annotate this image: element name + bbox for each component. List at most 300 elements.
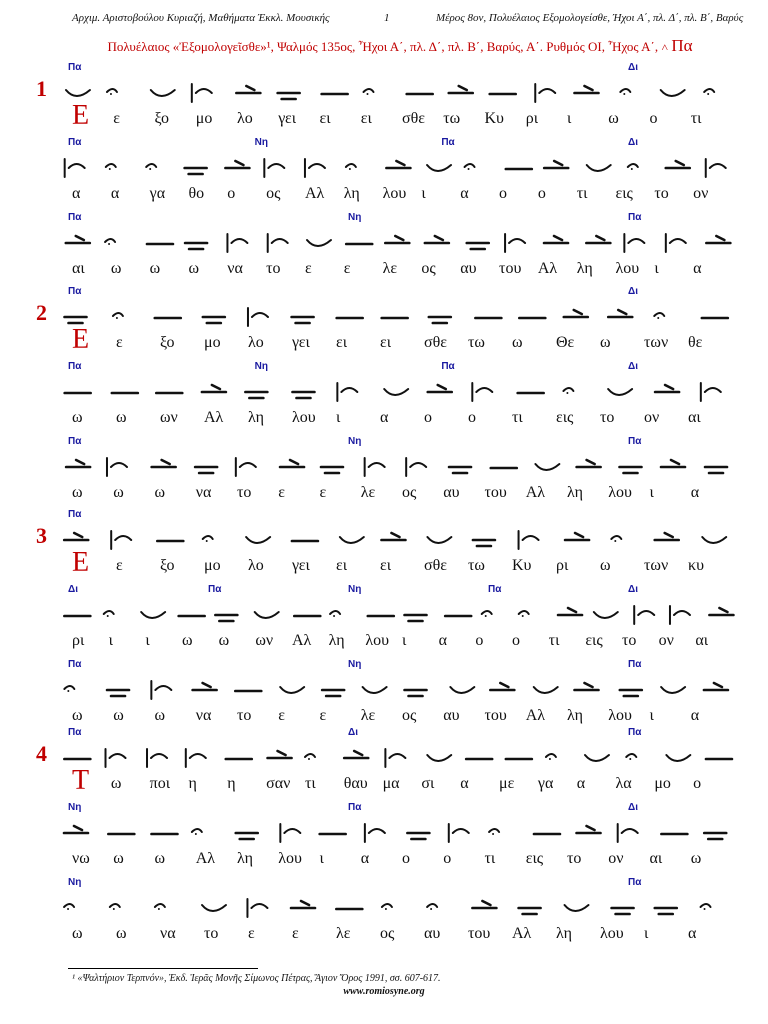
neume-sign bbox=[186, 749, 206, 767]
neume-sign bbox=[146, 164, 156, 169]
neume-sign bbox=[64, 904, 74, 909]
neume-line-graphic bbox=[58, 887, 748, 927]
neume-sign bbox=[307, 240, 331, 246]
neume-line bbox=[58, 669, 748, 709]
neume-sign bbox=[203, 317, 225, 323]
lyric-syllable: τω bbox=[468, 334, 485, 351]
lyric-syllable: ο bbox=[693, 775, 702, 792]
lyric-syllable: αι bbox=[72, 260, 85, 277]
neume-sign bbox=[106, 164, 116, 169]
lyric-syllable: ω bbox=[149, 260, 161, 277]
neume-sign bbox=[382, 904, 392, 909]
lyric-syllable: κυ bbox=[688, 557, 704, 574]
neume-sign bbox=[628, 164, 638, 169]
neume-sign bbox=[505, 234, 525, 252]
lyric-syllable: ω bbox=[218, 632, 230, 649]
neume-sign bbox=[365, 824, 385, 842]
neume-sign bbox=[611, 536, 621, 541]
lyric-syllable: με bbox=[499, 775, 515, 792]
neume-sign bbox=[428, 385, 452, 392]
neume-sign bbox=[473, 540, 495, 546]
header-book-title: Αρχιμ. Αριστοβούλου Κυριαζή, Μαθήματα Έκκλ. Μουσικής bbox=[72, 12, 330, 24]
lyric-syllable: ι bbox=[319, 850, 324, 867]
martyria-sign: Δι bbox=[628, 584, 638, 595]
lyric-syllable: λου bbox=[292, 409, 316, 426]
lyric-syllable: ει bbox=[380, 334, 392, 351]
lyric-syllable: αυ bbox=[424, 925, 441, 942]
neume-sign bbox=[185, 243, 207, 249]
lyric-syllable: λη bbox=[248, 409, 264, 426]
neume-sign bbox=[465, 164, 475, 169]
lyric-syllable: Αλ bbox=[525, 707, 546, 724]
neume-sign bbox=[449, 467, 471, 473]
neume-line-graphic bbox=[58, 371, 748, 411]
neume-sign bbox=[427, 904, 437, 909]
lyric-syllable: τι bbox=[690, 110, 702, 127]
lyric-syllable: λου bbox=[608, 484, 632, 501]
neume-sign bbox=[321, 467, 343, 473]
neume-sign bbox=[236, 86, 260, 93]
neume-sign bbox=[655, 908, 677, 914]
lyric-syllable: ρι bbox=[556, 557, 569, 574]
lyric-syllable: αι bbox=[688, 409, 701, 426]
lyric-syllable: ε bbox=[343, 260, 351, 277]
lyric-syllable: α bbox=[690, 707, 700, 724]
martyria-sign: Πα bbox=[441, 361, 455, 372]
initial-letter: Τ bbox=[72, 765, 90, 796]
neume-sign bbox=[666, 755, 690, 761]
lyric-syllable: το bbox=[622, 632, 637, 649]
neume-sign bbox=[202, 385, 226, 392]
neume-sign bbox=[490, 683, 514, 690]
neume-sign bbox=[141, 612, 165, 618]
lyric-syllable: λου bbox=[600, 925, 624, 942]
lyric-syllable: ει bbox=[336, 334, 348, 351]
lyric-syllable: ι bbox=[649, 707, 654, 724]
martyria-sign: Νη bbox=[68, 877, 82, 888]
lyric-syllable: ε bbox=[116, 557, 123, 574]
neume-sign bbox=[385, 236, 409, 243]
lyric-syllable: ω bbox=[600, 557, 611, 574]
neume-sign bbox=[634, 606, 654, 624]
neume-sign bbox=[608, 310, 632, 317]
neume-sign bbox=[661, 90, 685, 96]
neume-sign bbox=[292, 392, 314, 398]
neume-sign bbox=[406, 458, 426, 476]
footnote: ¹ «Ψαλτήριον Τερπνόν», Έκδ. Ἱερᾶς Μονῆς Σίμωνος Πέτρας, Ἅγιον Ὄρος 1991, σσ. 607-617. bbox=[72, 973, 441, 984]
stanza-number: 2 bbox=[36, 300, 47, 325]
header-section-title: Μέρος 8ον, Πολυέλαιος Εξομολογείσθε, Ήχοι Α΄, πλ. Δ΄, πλ. Β΄, Βαρύς bbox=[436, 12, 744, 24]
martyria-sign: Νη bbox=[254, 137, 268, 148]
lyric-syllable: λη bbox=[556, 925, 572, 942]
neume-sign bbox=[704, 833, 726, 839]
lyric-syllable: λε bbox=[360, 484, 376, 501]
lyric-syllable: ρι bbox=[525, 110, 539, 127]
lyric-syllable: του bbox=[484, 484, 507, 501]
neume-line-graphic bbox=[58, 72, 748, 112]
lyric-syllable: ω bbox=[113, 850, 124, 867]
neume-line-graphic bbox=[58, 737, 748, 777]
neume-sign bbox=[202, 905, 226, 911]
neume-sign bbox=[620, 467, 642, 473]
neume-sign bbox=[305, 754, 315, 759]
neume-sign bbox=[666, 234, 686, 252]
neume-sign bbox=[482, 611, 492, 616]
neume-sign bbox=[449, 86, 473, 93]
neume-sign bbox=[104, 611, 114, 616]
lyric-syllable: α bbox=[690, 484, 700, 501]
lyric-syllable: γει bbox=[278, 110, 297, 127]
neume-sign bbox=[280, 460, 304, 467]
neume-sign bbox=[618, 824, 638, 842]
neume-sign bbox=[534, 687, 558, 693]
neume-sign bbox=[255, 612, 279, 618]
lyric-syllable: να bbox=[160, 925, 176, 942]
lyric-syllable: σι bbox=[421, 775, 435, 792]
lyric-syllable: ω bbox=[72, 925, 83, 942]
lyric-syllable: εις bbox=[556, 409, 574, 426]
neume-sign bbox=[587, 165, 611, 171]
lyric-syllable: ο bbox=[537, 185, 546, 202]
website-link[interactable]: www.romiosyne.org bbox=[343, 986, 425, 997]
lyric-syllable: λη bbox=[237, 850, 253, 867]
neume-sign bbox=[427, 755, 451, 761]
neume-sign bbox=[245, 392, 267, 398]
neume-line bbox=[58, 371, 748, 411]
lyric-syllable: Αλ bbox=[304, 185, 325, 202]
neume-sign bbox=[384, 389, 408, 395]
lyric-syllable: ε bbox=[304, 260, 312, 277]
neume-line-graphic bbox=[58, 594, 748, 634]
lyrics-line bbox=[58, 185, 748, 207]
neume-line bbox=[58, 296, 748, 336]
lyrics-line bbox=[58, 260, 748, 282]
lyric-syllable: ε bbox=[278, 484, 285, 501]
neume-sign bbox=[565, 905, 589, 911]
neume-sign bbox=[107, 690, 129, 696]
lyric-syllable: ος bbox=[402, 707, 417, 724]
lyric-syllable: λε bbox=[336, 925, 351, 942]
lyric-syllable: ω bbox=[110, 775, 122, 792]
neume-sign bbox=[185, 168, 207, 174]
lyric-syllable: τι bbox=[548, 632, 560, 649]
lyric-syllable: να bbox=[227, 260, 243, 277]
lyric-syllable: το bbox=[204, 925, 219, 942]
lyric-syllable: Αλ bbox=[537, 260, 558, 277]
neume-sign bbox=[489, 829, 499, 834]
ison-note: Πα bbox=[671, 36, 693, 55]
martyria-sign: Πα bbox=[68, 286, 82, 297]
neume-sign bbox=[624, 234, 644, 252]
neume-sign bbox=[620, 89, 630, 94]
lyric-syllable: τω bbox=[443, 110, 461, 127]
neume-sign bbox=[546, 754, 556, 759]
lyric-syllable: λη bbox=[328, 632, 345, 649]
neume-sign bbox=[661, 687, 685, 693]
lyric-syllable: αυ bbox=[460, 260, 477, 277]
lyric-syllable: τω bbox=[468, 557, 485, 574]
lyric-syllable: γει bbox=[292, 334, 310, 351]
lyrics-line bbox=[58, 484, 748, 506]
martyria-sign: Πα bbox=[628, 727, 642, 738]
martyria-sign: Πα bbox=[628, 212, 642, 223]
lyric-syllable: ξο bbox=[160, 334, 175, 351]
neume-line-graphic bbox=[58, 147, 748, 187]
neume-sign bbox=[147, 749, 167, 767]
lyric-syllable: α bbox=[693, 260, 702, 277]
header-page-number: 1 bbox=[384, 12, 390, 24]
lyric-syllable: ω bbox=[600, 334, 611, 351]
neume-line bbox=[58, 737, 748, 777]
lyric-syllable: εις bbox=[615, 185, 633, 202]
neume-line-graphic bbox=[58, 446, 748, 486]
neume-sign bbox=[705, 467, 727, 473]
lyric-syllable: ο bbox=[443, 850, 452, 867]
martyria-sign: Δι bbox=[628, 137, 638, 148]
neume-sign bbox=[344, 751, 368, 758]
lyric-syllable: ος bbox=[380, 925, 395, 942]
lyric-syllable: ο bbox=[475, 632, 484, 649]
stanza-number: 4 bbox=[36, 741, 47, 766]
neume-sign bbox=[292, 317, 314, 323]
neume-sign bbox=[655, 385, 679, 392]
neume-sign bbox=[577, 460, 601, 467]
neume-sign bbox=[427, 165, 451, 171]
neume-sign bbox=[363, 687, 387, 693]
neume-sign bbox=[268, 751, 292, 758]
neume-sign bbox=[151, 681, 171, 699]
neume-sign bbox=[192, 84, 212, 102]
lyric-syllable: ων bbox=[160, 409, 178, 426]
lyrics-line bbox=[58, 100, 748, 132]
neume-sign bbox=[322, 690, 344, 696]
lyrics-line bbox=[58, 765, 748, 797]
hymn-title bbox=[40, 36, 760, 56]
neume-sign bbox=[195, 467, 217, 473]
lyric-syllable: το bbox=[237, 707, 252, 724]
martyria-sign: Νη bbox=[254, 361, 268, 372]
neume-sign bbox=[66, 236, 90, 243]
footnote-divider bbox=[68, 968, 258, 969]
lyric-syllable: ο bbox=[468, 409, 476, 426]
initial-letter: Ε bbox=[72, 100, 90, 131]
neume-sign bbox=[701, 383, 721, 401]
lyric-syllable: των bbox=[644, 334, 669, 351]
neume-sign bbox=[264, 159, 284, 177]
martyria-sign: Δι bbox=[68, 584, 78, 595]
neume-sign bbox=[340, 537, 364, 543]
lyric-syllable: τι bbox=[484, 850, 496, 867]
neume-sign bbox=[65, 317, 87, 323]
lyric-syllable: ξο bbox=[160, 557, 175, 574]
lyric-syllable: ι bbox=[644, 925, 649, 942]
lyric-syllable: το bbox=[237, 484, 252, 501]
neume-sign bbox=[519, 908, 541, 914]
neume-line bbox=[58, 72, 748, 112]
lyric-syllable: λου bbox=[382, 185, 407, 202]
lyric-syllable: ο bbox=[499, 185, 508, 202]
lyric-syllable: λη bbox=[576, 260, 593, 277]
neume-sign bbox=[467, 243, 489, 249]
lyric-syllable: αι bbox=[649, 850, 663, 867]
neume-sign bbox=[65, 159, 85, 177]
martyria-sign: Νη bbox=[348, 436, 362, 447]
stanza-number: 3 bbox=[36, 523, 47, 548]
lyric-syllable: ω bbox=[72, 707, 83, 724]
lyric-syllable: ρι bbox=[72, 632, 85, 649]
lyric-syllable: ος bbox=[266, 185, 281, 202]
lyric-syllable: ων bbox=[255, 632, 274, 649]
lyric-syllable: ο bbox=[649, 110, 658, 127]
lyric-syllable: τι bbox=[304, 775, 316, 792]
neume-sign bbox=[215, 615, 237, 621]
neume-sign bbox=[64, 533, 88, 540]
neume-sign bbox=[429, 317, 451, 323]
lyric-syllable: ο bbox=[227, 185, 236, 202]
lyric-syllable: ω bbox=[188, 260, 199, 277]
neume-sign bbox=[450, 687, 474, 693]
martyria-sign: Δι bbox=[348, 727, 358, 738]
neume-sign bbox=[236, 833, 258, 839]
neume-sign bbox=[519, 531, 539, 549]
neume-sign bbox=[574, 86, 598, 93]
lyric-syllable: των bbox=[644, 557, 669, 574]
neume-sign bbox=[66, 460, 90, 467]
lyric-syllable: γα bbox=[149, 185, 166, 202]
neume-line bbox=[58, 222, 748, 262]
martyria-sign: Πα bbox=[68, 659, 82, 670]
martyria-sign: Νη bbox=[68, 802, 82, 813]
lyric-syllable: μο bbox=[195, 110, 213, 127]
lyric-syllable: ο bbox=[512, 632, 520, 649]
martyria-sign: Πα bbox=[68, 436, 82, 447]
lyric-syllable: μο bbox=[654, 775, 671, 792]
neume-line-graphic bbox=[58, 519, 748, 559]
lyric-syllable: ον bbox=[644, 409, 660, 426]
martyria-sign: Δι bbox=[628, 286, 638, 297]
neume-sign bbox=[111, 531, 131, 549]
lyric-syllable: Κυ bbox=[484, 110, 504, 127]
lyric-syllable: λη bbox=[567, 484, 583, 501]
neume-sign bbox=[113, 313, 123, 318]
lyric-syllable: λη bbox=[343, 185, 360, 202]
neume-sign bbox=[106, 749, 126, 767]
neume-sign bbox=[544, 161, 568, 168]
neume-sign bbox=[381, 533, 405, 540]
lyric-syllable: λου bbox=[608, 707, 632, 724]
neume-sign bbox=[670, 606, 690, 624]
neume-sign bbox=[620, 690, 642, 696]
lyric-syllable: ος bbox=[402, 484, 417, 501]
neume-sign bbox=[385, 749, 405, 767]
neume-sign bbox=[64, 826, 88, 833]
lyric-syllable: α bbox=[576, 775, 586, 792]
mode-signature-icon: ˄ bbox=[661, 40, 669, 54]
neume-sign bbox=[278, 93, 300, 99]
martyria-sign: Πα bbox=[348, 802, 362, 813]
lyric-syllable: του bbox=[468, 925, 491, 942]
lyric-syllable: λη bbox=[567, 707, 583, 724]
lyric-syllable: ι bbox=[649, 484, 654, 501]
neume-sign bbox=[701, 904, 711, 909]
lyric-syllable: ω bbox=[608, 110, 619, 127]
lyric-syllable: ον bbox=[658, 632, 674, 649]
neume-line-graphic bbox=[58, 812, 748, 852]
lyric-syllable: Αλ bbox=[512, 925, 532, 942]
neume-sign bbox=[563, 388, 573, 393]
lyric-syllable: ε bbox=[292, 925, 299, 942]
lyric-syllable: α bbox=[380, 409, 389, 426]
lyrics-line bbox=[58, 707, 748, 729]
neume-sign bbox=[427, 537, 451, 543]
neume-sign bbox=[227, 234, 247, 252]
lyric-syllable: ε bbox=[319, 484, 327, 501]
lyric-syllable: ω bbox=[113, 484, 124, 501]
lyric-syllable: τι bbox=[512, 409, 523, 426]
lyric-syllable: να bbox=[195, 484, 212, 501]
lyric-syllable: λε bbox=[382, 260, 398, 277]
lyric-syllable: ω bbox=[512, 334, 523, 351]
neume-line bbox=[58, 812, 748, 852]
neume-sign bbox=[585, 755, 609, 761]
neume-sign bbox=[405, 690, 427, 696]
neume-sign bbox=[248, 308, 268, 326]
lyric-syllable: ω bbox=[154, 850, 166, 867]
lyric-syllable: θε bbox=[688, 334, 703, 351]
neume-sign bbox=[594, 612, 618, 618]
neume-line bbox=[58, 519, 748, 559]
neume-sign bbox=[151, 90, 175, 96]
neume-sign bbox=[280, 824, 300, 842]
neume-sign bbox=[709, 608, 733, 615]
lyric-syllable: ος bbox=[421, 260, 436, 277]
neume-line-graphic bbox=[58, 222, 748, 262]
lyric-syllable: λου bbox=[365, 632, 390, 649]
neume-sign bbox=[107, 458, 127, 476]
martyria-sign: Πα bbox=[68, 137, 82, 148]
neume-sign bbox=[704, 683, 728, 690]
neume-sign bbox=[544, 236, 568, 243]
lyrics-line bbox=[58, 850, 748, 872]
lyric-syllable: το bbox=[654, 185, 669, 202]
lyric-syllable: λο bbox=[248, 334, 264, 351]
lyric-syllable: του bbox=[499, 260, 522, 277]
lyric-syllable: Αλ bbox=[204, 409, 224, 426]
neume-sign bbox=[386, 161, 410, 168]
lyric-syllable: ι bbox=[654, 260, 659, 277]
lyric-syllable: σαν bbox=[266, 775, 291, 792]
lyric-syllable: ι bbox=[421, 185, 426, 202]
lyric-syllable: Θε bbox=[556, 334, 575, 351]
martyria-sign: Δι bbox=[628, 802, 638, 813]
lyric-syllable: ο bbox=[424, 409, 432, 426]
lyric-syllable: ε bbox=[116, 334, 123, 351]
lyrics-line bbox=[58, 632, 748, 654]
neume-sign bbox=[706, 159, 726, 177]
lyric-syllable: νω bbox=[72, 850, 90, 867]
neume-sign bbox=[337, 383, 357, 401]
lyric-syllable: γα bbox=[537, 775, 554, 792]
lyric-syllable: ι bbox=[402, 632, 407, 649]
lyric-syllable: ι bbox=[108, 632, 113, 649]
neume-sign bbox=[107, 89, 117, 94]
lyric-syllable: λου bbox=[278, 850, 302, 867]
neume-sign bbox=[425, 236, 449, 243]
neume-line-graphic bbox=[58, 669, 748, 709]
martyria-sign: Πα bbox=[68, 212, 82, 223]
martyria-sign: Πα bbox=[208, 584, 222, 595]
martyria-sign: Πα bbox=[441, 137, 455, 148]
